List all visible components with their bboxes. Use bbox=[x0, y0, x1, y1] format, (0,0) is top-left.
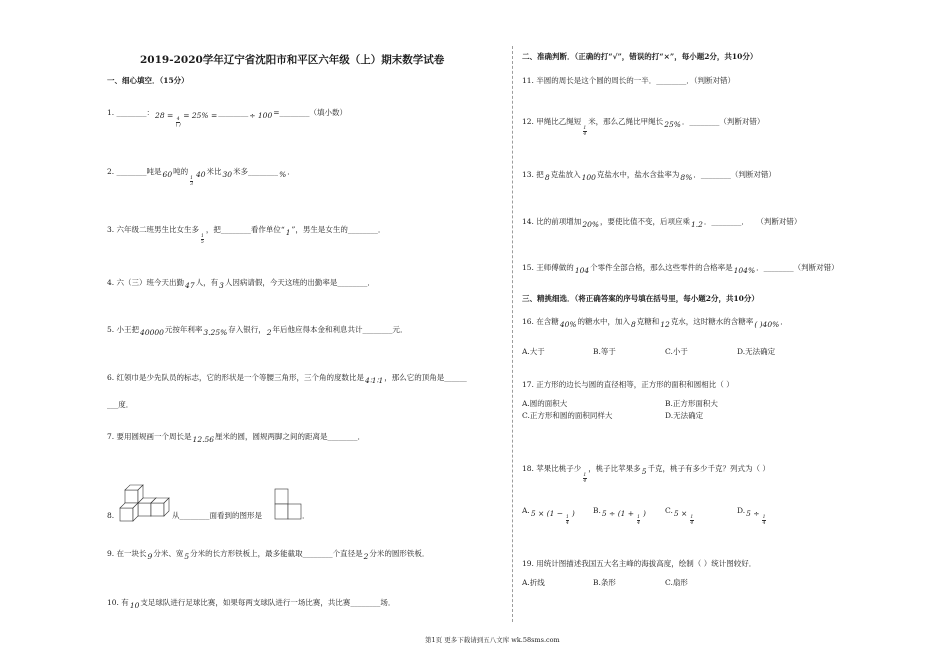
question-6-line-1 bbox=[107, 373, 467, 383]
question-5 bbox=[107, 325, 408, 335]
fraction-denominator: 4 bbox=[762, 521, 766, 526]
text-segment: 克盐放入 bbox=[550, 170, 581, 179]
text-segment: ．________（判断对错） bbox=[693, 170, 776, 179]
section-1-header: 一、细心填空．（15分） bbox=[107, 76, 189, 85]
math-expression: 5 × bbox=[673, 509, 688, 518]
fraction bbox=[762, 515, 766, 526]
question-9 bbox=[107, 549, 429, 559]
fraction bbox=[690, 515, 694, 526]
fraction-numerator: 1 bbox=[190, 176, 193, 181]
math-expression: 1 bbox=[285, 228, 291, 237]
text-segment: 吨的 bbox=[173, 167, 189, 176]
fraction-denominator: 4 bbox=[637, 521, 640, 526]
text-segment: 人，有 bbox=[195, 278, 219, 287]
text-segment: C. bbox=[665, 506, 673, 515]
exam-title: 2019-2020学年辽宁省沈阳市和平区六年级（上）期末数学试卷 bbox=[140, 54, 445, 66]
question-4 bbox=[107, 278, 375, 288]
math-expression: ) bbox=[571, 509, 575, 518]
text-segment: ，那么它的顶角是______ bbox=[384, 373, 467, 382]
math-expression: 40000 bbox=[140, 328, 164, 337]
math-expression: 5 × (1 − bbox=[530, 509, 564, 518]
question-12 bbox=[522, 117, 764, 137]
text-segment: D.无法确定 bbox=[665, 411, 704, 420]
math-expression: 10 bbox=[129, 601, 140, 610]
text-segment: 克糖和 bbox=[636, 317, 660, 326]
math-expression: ÷ 100 bbox=[249, 111, 273, 120]
text-segment: 11. 半圆的周长是这个圆的周长的一半．________．（判断对错） bbox=[522, 76, 736, 85]
fraction-numerator: 1 bbox=[566, 515, 569, 520]
math-expression: 4∶1∶1 bbox=[365, 376, 384, 385]
math-expression: ) bbox=[642, 509, 646, 518]
text-segment: A.大于 bbox=[522, 347, 545, 356]
option-18-a bbox=[522, 506, 576, 526]
view-shape-figure bbox=[272, 486, 306, 522]
math-expression: 5 bbox=[641, 467, 647, 476]
text-segment: ．________（判断对错） bbox=[756, 263, 839, 272]
fraction-denominator: 4 bbox=[583, 132, 587, 137]
math-expression: 30 bbox=[222, 170, 233, 179]
text-segment: 克水，这时糖水的含糖率 bbox=[670, 317, 754, 326]
fraction bbox=[201, 234, 205, 245]
math-expression: 1.2 bbox=[690, 220, 703, 229]
option-16-d bbox=[737, 347, 775, 357]
fraction bbox=[190, 176, 194, 187]
option-16-a bbox=[522, 347, 545, 357]
text-segment: ． bbox=[287, 167, 295, 176]
option-19-b bbox=[593, 578, 616, 588]
square bbox=[288, 504, 301, 519]
fraction bbox=[583, 473, 587, 484]
math-expression: 3.25% bbox=[203, 328, 228, 337]
text-segment: 16. 在含糖 bbox=[522, 317, 559, 326]
math-expression: 8% bbox=[680, 173, 693, 182]
text-segment: C.小于 bbox=[665, 347, 688, 356]
math-expression: 104% bbox=[733, 266, 756, 275]
fraction-numerator: 1 bbox=[762, 515, 766, 520]
text-segment: 15. 王师傅做的 bbox=[522, 263, 574, 272]
text-segment: A.折线 bbox=[522, 578, 545, 587]
text-segment: 12. 甲绳比乙绳短 bbox=[522, 117, 582, 126]
text-segment: 10. 有 bbox=[107, 598, 129, 607]
math-expression: 20% bbox=[582, 220, 599, 229]
math-expression: 28 = bbox=[155, 111, 174, 120]
fraction-denominator: 5 bbox=[201, 240, 204, 245]
fraction bbox=[566, 515, 570, 526]
text-segment: C.正方形和圆的面积同样大 bbox=[522, 411, 613, 420]
text-segment: C.扇形 bbox=[665, 578, 688, 587]
text-segment: 分米、宽 bbox=[153, 549, 184, 558]
text-segment: B.条形 bbox=[593, 578, 616, 587]
section-2-header: 二、准确判断．（正确的打“√”，错误的打“×”，每小题2分，共10分） bbox=[522, 52, 758, 61]
math-expression: 2 bbox=[266, 328, 272, 337]
question-13 bbox=[522, 170, 776, 180]
question-18 bbox=[522, 464, 770, 484]
column-divider bbox=[512, 46, 513, 622]
option-16-b bbox=[593, 347, 616, 357]
question-7 bbox=[107, 432, 365, 442]
text-segment: 1. ________： bbox=[107, 108, 155, 117]
question-15 bbox=[522, 263, 839, 273]
fraction bbox=[583, 126, 587, 137]
math-expression: 40 bbox=[195, 170, 206, 179]
math-expression: 8 bbox=[544, 173, 550, 182]
question-17 bbox=[522, 380, 734, 390]
math-expression: 40% bbox=[559, 320, 577, 329]
math-expression: 12 bbox=[660, 320, 670, 329]
text-segment: 存入银行， bbox=[228, 325, 266, 334]
math-expression: 25% bbox=[664, 120, 681, 129]
fraction-numerator: 1 bbox=[637, 515, 640, 520]
math-expression: 9 bbox=[147, 552, 153, 561]
question-19 bbox=[522, 559, 756, 569]
text-segment: ．________． （判断对错） bbox=[703, 217, 802, 226]
text-segment: 米多________ bbox=[233, 167, 279, 176]
square bbox=[275, 489, 288, 504]
fraction-numerator: 1 bbox=[690, 515, 694, 520]
text-segment: 人因病请假，今天这班的出勤率是________． bbox=[224, 278, 375, 287]
fraction-denominator: 4 bbox=[583, 479, 587, 484]
fraction-numerator: 1 bbox=[583, 473, 587, 478]
fraction-numerator: 1 bbox=[201, 234, 204, 239]
cube bbox=[125, 485, 143, 503]
cube-stack-figure bbox=[118, 482, 174, 524]
question-11 bbox=[522, 76, 735, 86]
page-footer: 第1页 更多下载请到五八文库 wk.58sms.com bbox=[425, 636, 560, 644]
option-17-b bbox=[665, 399, 718, 409]
question-8-text: 从________面看到的图形是 bbox=[172, 511, 262, 520]
math-expression: ( )40% bbox=[754, 320, 780, 329]
question-16 bbox=[522, 317, 788, 327]
text-segment: 元按年利率 bbox=[164, 325, 203, 334]
fraction bbox=[176, 117, 181, 128]
text-segment: 个零件全部合格，那么这些零件的合格率是 bbox=[590, 263, 733, 272]
text-segment: 分米的圆形铁板． bbox=[369, 549, 430, 558]
text-segment: 14. 比的前项增加 bbox=[522, 217, 582, 226]
math-expression: = 25% = bbox=[183, 111, 218, 120]
square bbox=[275, 504, 288, 519]
math-expression: % bbox=[279, 170, 287, 179]
math-expression: 3 bbox=[219, 281, 224, 290]
text-segment: 米，那么乙绳比甲绳长 bbox=[588, 117, 664, 126]
text-segment: ．________（判断对错） bbox=[681, 117, 765, 126]
text-segment: =________（填小数） bbox=[273, 108, 348, 117]
text-segment: 克盐水中，盐水含盐率为 bbox=[596, 170, 680, 179]
option-16-c bbox=[665, 347, 688, 357]
math-expression: 47 bbox=[185, 281, 195, 290]
text-segment: ________ bbox=[218, 108, 249, 117]
text-segment: 千克，桃子有多少千克？列式为（ ） bbox=[647, 464, 770, 473]
text-segment: ． bbox=[780, 317, 788, 326]
fraction bbox=[637, 515, 641, 526]
text-segment: ，桃子比苹果多 bbox=[588, 464, 641, 473]
question-14 bbox=[522, 217, 801, 227]
question-8-end: ． bbox=[302, 511, 310, 520]
text-segment: A.圆的面积大 bbox=[522, 399, 568, 408]
math-expression: 8 bbox=[630, 320, 636, 329]
text-segment: 17. 正方形的边长与圆的直径相等，正方形的面积和圆相比（ ） bbox=[522, 380, 734, 389]
math-expression: 12.56 bbox=[192, 435, 215, 444]
text-segment: 年后他应得本金和利息共计________元． bbox=[272, 325, 408, 334]
text-segment: 3. 六年级二班男生比女生多 bbox=[107, 225, 200, 234]
text-segment: ，要使比值不变，后项应乘 bbox=[599, 217, 690, 226]
text-segment: ___度． bbox=[107, 400, 134, 409]
text-segment: ”，男生是女生的________． bbox=[291, 225, 386, 234]
text-segment: 2. ________吨是 bbox=[107, 167, 162, 176]
text-segment: D. bbox=[737, 506, 746, 515]
question-1 bbox=[107, 108, 347, 128]
text-segment: 18. 苹果比桃子少 bbox=[522, 464, 582, 473]
option-18-c bbox=[665, 506, 695, 526]
text-segment: 13. 把 bbox=[522, 170, 544, 179]
fraction-denominator: 4 bbox=[690, 521, 694, 526]
option-18-d bbox=[737, 506, 767, 526]
text-segment: B. bbox=[593, 506, 601, 515]
text-segment: 5. 小王把 bbox=[107, 325, 140, 334]
text-segment: 分米的长方形铁板上，最多能截取________个直径是 bbox=[190, 549, 363, 558]
option-17-d bbox=[665, 411, 703, 421]
option-19-a bbox=[522, 578, 545, 588]
fraction-denominator: ( ) bbox=[175, 123, 181, 128]
fraction-denominator: 4 bbox=[566, 521, 569, 526]
text-segment: 支足球队进行足球比赛，如果每两支球队进行一场比赛，共比赛________场． bbox=[140, 598, 396, 607]
math-expression: 60 bbox=[162, 170, 173, 179]
text-segment: ，把________看作单位“ bbox=[205, 225, 285, 234]
question-10 bbox=[107, 598, 395, 608]
text-segment: A. bbox=[522, 506, 530, 515]
section-3-header: 三、精挑细选．（将正确答案的序号填在括号里，每小题2分，共10分） bbox=[522, 294, 759, 303]
math-expression: 100 bbox=[581, 173, 596, 182]
text-segment: D.无法确定 bbox=[737, 347, 776, 356]
fraction-numerator: 1 bbox=[583, 126, 587, 131]
text-segment: 4. 六（三）班今天出勤 bbox=[107, 278, 185, 287]
math-expression: 5 ÷ (1 + bbox=[601, 509, 635, 518]
question-3 bbox=[107, 225, 385, 245]
text-segment: 19. 用统计图描述我国五大名主峰的海拔高度，绘制（ ）统计图较好． bbox=[522, 559, 757, 568]
math-expression: 2 bbox=[363, 552, 369, 561]
fraction-denominator: 3 bbox=[190, 182, 193, 187]
question-2 bbox=[107, 167, 295, 187]
fraction-numerator: 4 bbox=[176, 117, 180, 122]
text-segment: 7. 要用圆规画一个周长是 bbox=[107, 432, 192, 441]
math-expression: 5 bbox=[184, 552, 190, 561]
question-8-number: 8. bbox=[107, 511, 115, 520]
option-18-b bbox=[593, 506, 647, 526]
math-expression: 5 ÷ bbox=[746, 509, 760, 518]
cube bbox=[151, 498, 169, 516]
text-segment: 9. 在一块长 bbox=[107, 549, 147, 558]
cube bbox=[120, 503, 138, 521]
option-17-c bbox=[522, 411, 612, 421]
option-17-a bbox=[522, 399, 567, 409]
math-expression: 104 bbox=[574, 266, 590, 275]
text-segment: B.正方形面积大 bbox=[665, 399, 718, 408]
text-segment: 6. 红领巾是少先队员的标志，它的形状是一个等腰三角形，三个角的度数比是 bbox=[107, 373, 365, 382]
text-segment: B.等于 bbox=[593, 347, 616, 356]
text-segment: 的糖水中，加入 bbox=[577, 317, 630, 326]
text-segment: 厘米的圆，圆规两脚之间的距离是________． bbox=[215, 432, 366, 441]
question-6-line-2 bbox=[107, 400, 133, 410]
option-19-c bbox=[665, 578, 688, 588]
text-segment: 米比 bbox=[206, 167, 222, 176]
